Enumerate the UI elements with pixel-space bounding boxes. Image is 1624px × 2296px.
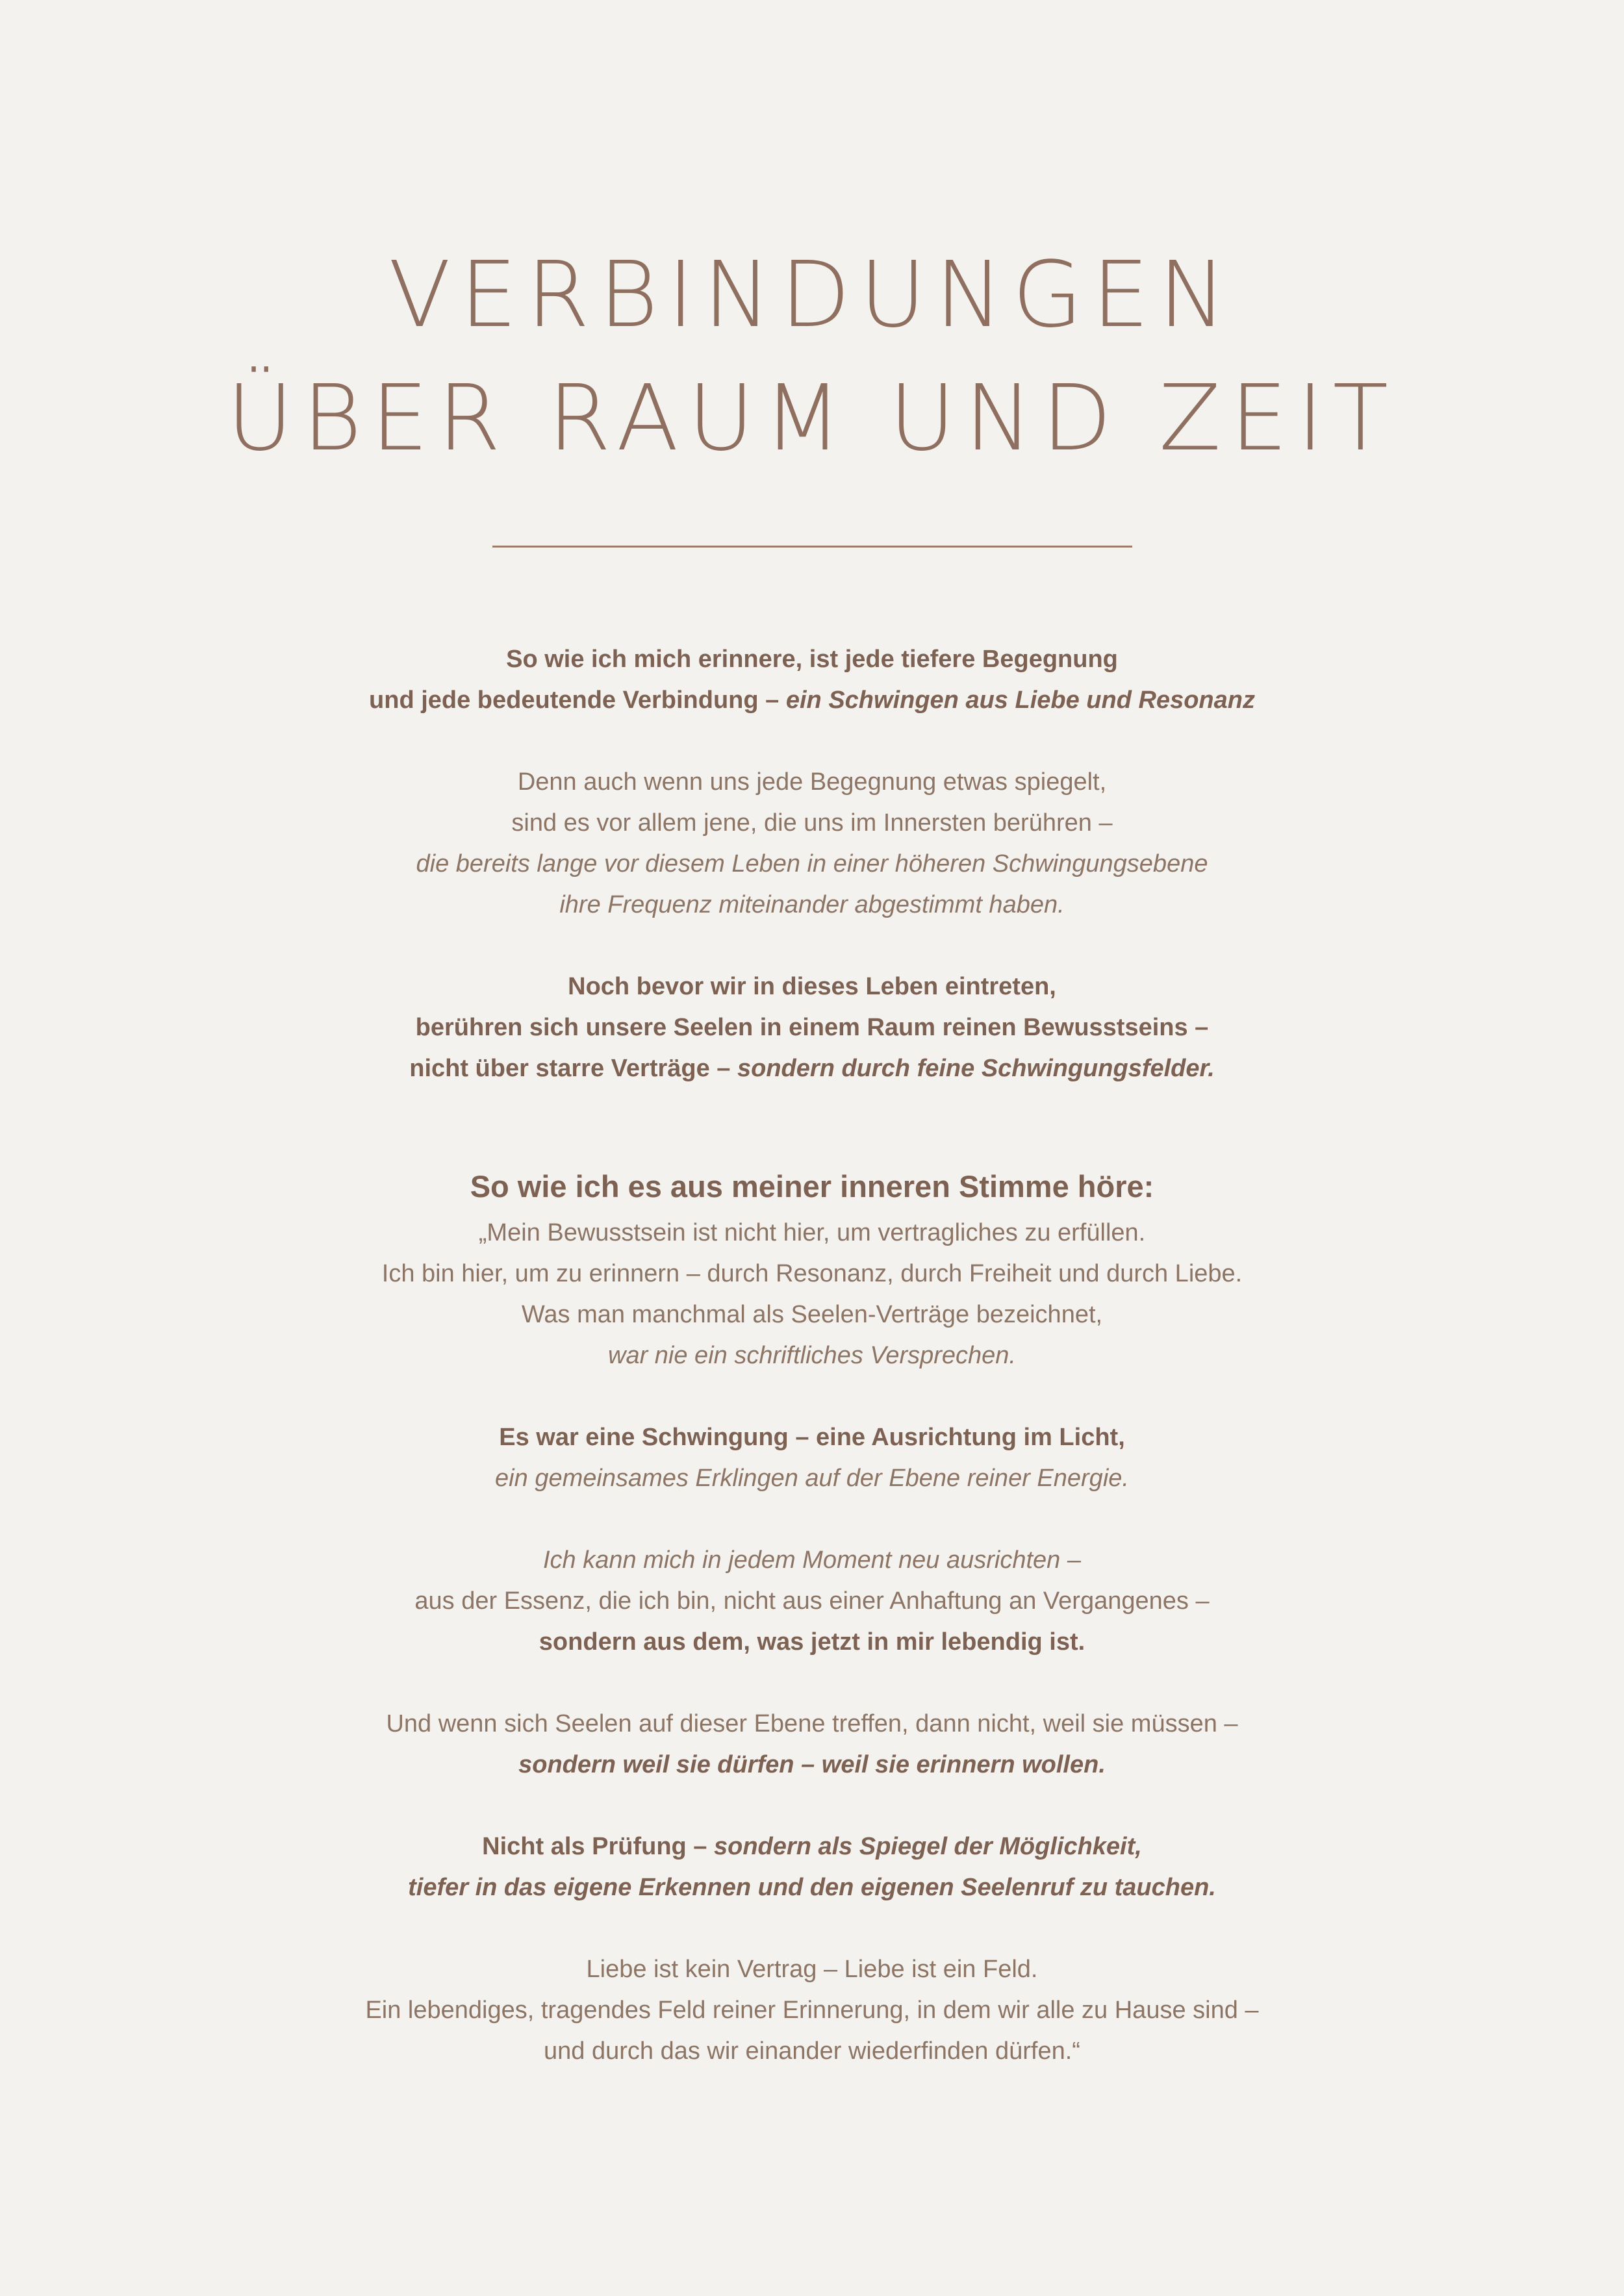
p2-line-3-emphasis: sondern durch feine Schwingungsfelder. [737,1055,1215,1082]
p2-line-3 [0,1048,1624,1089]
q4-line-2: sondern weil sie dürfen – weil sie erinnern wollen. [518,1751,1106,1778]
p2-line-1: Noch bevor wir in dieses Leben eintreten, [568,973,1056,1000]
q5-line-1 [0,1826,1624,1867]
section-heading: So wie ich es aus meiner inneren Stimme höre: [470,1169,1154,1204]
q3-line-3: sondern aus dem, was jetzt in mir lebendig ist. [539,1628,1085,1656]
p1-line-1: Denn auch wenn uns jede Begegnung etwas spiegelt, [517,768,1107,796]
p1-line-4: ihre Frequenz miteinander abgestimmt haben. [559,891,1065,918]
q5-line-1-emphasis: sondern als Spiegel der Möglichkeit, [714,1833,1142,1860]
p1-line-2: sind es vor allem jene, die uns im Innersten berühren – [511,809,1113,837]
title-line-1: VERBINDUNGEN [388,242,1236,348]
q6-line-2: Ein lebendiges, tragendes Feld reiner Erinnerung, in dem wir alle zu Hause sind – [365,1997,1259,2024]
q6-line-3: und durch das wir einander wiederfinden dürfen.“ [544,2037,1080,2065]
intro-line-2-emphasis: ein Schwingen aus Liebe und Resonanz [785,687,1255,714]
q5-line-2: tiefer in das eigene Erkennen und den eigenen Seelenruf zu tauchen. [408,1874,1216,1901]
q2-line-1: Es war eine Schwingung – eine Ausrichtung im Licht, [499,1424,1125,1451]
p2-line-2: berühren sich unsere Seelen in einem Raum reinen Bewusstseins – [415,1014,1209,1041]
intro-line-1: So wie ich mich erinnere, ist jede tiefere Begegnung [506,646,1118,673]
p2-line-3-start: nicht über starre Verträge – [409,1055,737,1082]
intro-line-2 [0,680,1624,721]
body-text [0,639,1624,2072]
q3-line-2: aus der Essenz, die ich bin, nicht aus einer Anhaftung an Vergangenes – [414,1587,1210,1615]
q1-line-1: „Mein Bewusstsein ist nicht hier, um vertragliches zu erfüllen. [478,1219,1146,1246]
q3-line-1: Ich kann mich in jedem Moment neu ausrichten – [543,1546,1081,1574]
q2-line-2: ein gemeinsames Erklingen auf der Ebene reiner Energie. [495,1465,1129,1492]
title-divider [492,546,1132,548]
p1-line-3: die bereits lange vor diesem Leben in einer höheren Schwingungsebene [416,850,1208,877]
q1-line-3: Was man manchmal als Seelen-Verträge bezeichnet, [521,1301,1103,1328]
q4-line-1: Und wenn sich Seelen auf dieser Ebene treffen, dann nicht, weil sie müssen – [386,1710,1238,1737]
q1-line-2: Ich bin hier, um zu erinnern – durch Resonanz, durch Freiheit und durch Liebe. [381,1260,1243,1287]
q6-line-1: Liebe ist kein Vertrag – Liebe ist ein Feld. [586,1956,1038,1983]
title-line-2: ÜBER RAUM UND ZEIT [226,366,1398,472]
q1-line-4: war nie ein schriftliches Versprechen. [608,1342,1016,1369]
intro-line-2-start: und jede bedeutende Verbindung – [369,687,786,714]
q5-line-1-start: Nicht als Prüfung – [482,1833,714,1860]
